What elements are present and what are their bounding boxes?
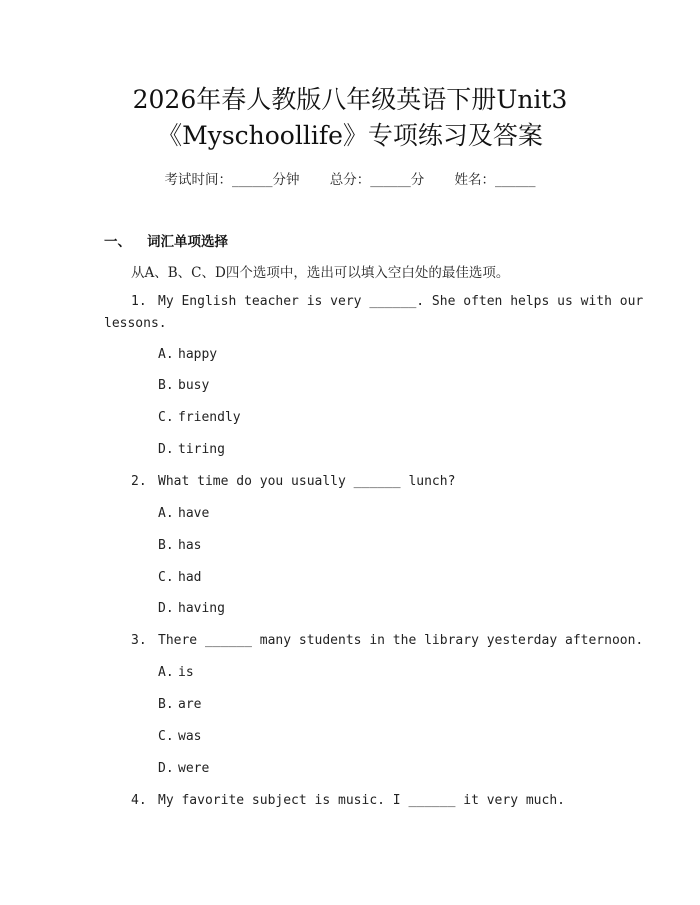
exam-score-unit: 分 xyxy=(410,172,425,188)
option-letter: C. xyxy=(158,410,174,425)
exam-score-blank: ______ xyxy=(370,172,411,188)
option-letter: D. xyxy=(158,761,174,776)
question-text: My favorite subject is music. I ______ it very much. xyxy=(158,793,565,808)
option-text: has xyxy=(178,538,202,553)
question-1-option-a xyxy=(158,347,217,362)
option-letter: A. xyxy=(158,506,174,521)
option-text: is xyxy=(178,665,194,680)
question-3 xyxy=(131,633,643,648)
option-letter: B. xyxy=(158,538,174,553)
section-number: 一、 xyxy=(104,234,131,250)
option-letter: A. xyxy=(158,347,174,362)
question-text: My English teacher is very ______. She often helps us with our xyxy=(158,294,644,309)
document-title-line-2: 《Myschoollife》专项练习及答案 xyxy=(157,121,543,150)
exam-time xyxy=(164,172,299,188)
option-text: was xyxy=(178,729,202,744)
section-title: 词汇单项选择 xyxy=(147,234,228,250)
question-3-option-d xyxy=(158,761,209,776)
question-3-option-b xyxy=(158,697,201,712)
question-number: 1. xyxy=(131,294,147,309)
question-text: What time do you usually ______ lunch? xyxy=(158,474,456,489)
question-1-continuation: lessons. xyxy=(104,316,167,331)
exam-score xyxy=(330,172,425,188)
section-heading xyxy=(104,230,228,250)
option-text: tiring xyxy=(178,442,225,457)
question-1-option-d xyxy=(158,442,225,457)
option-text: were xyxy=(178,761,210,776)
document-title-line-1: 2026年春人教版八年级英语下册Unit3 xyxy=(132,85,568,114)
option-letter: A. xyxy=(158,665,174,680)
exam-time-unit: 分钟 xyxy=(272,172,300,188)
option-letter: B. xyxy=(158,378,174,393)
exam-score-label: 总分： xyxy=(329,172,371,188)
question-2-option-a xyxy=(158,506,209,521)
exam-info xyxy=(0,168,700,188)
option-letter: C. xyxy=(158,729,174,744)
option-text: are xyxy=(178,697,202,712)
question-number: 4. xyxy=(131,793,147,808)
option-text: happy xyxy=(178,347,218,362)
question-1-option-c xyxy=(158,410,241,425)
question-number: 3. xyxy=(131,633,147,648)
question-2-option-d xyxy=(158,601,225,616)
question-text: There ______ many students in the library yesterday afternoon. xyxy=(158,633,644,648)
question-4 xyxy=(131,793,565,808)
question-1 xyxy=(131,294,643,309)
exam-time-label: 考试时间： xyxy=(164,172,232,188)
option-letter: C. xyxy=(158,570,174,585)
option-letter: D. xyxy=(158,442,174,457)
option-text: have xyxy=(178,506,210,521)
question-number: 2. xyxy=(131,474,147,489)
option-text: busy xyxy=(178,378,210,393)
option-text: friendly xyxy=(178,410,241,425)
exam-time-blank: ______ xyxy=(231,172,273,188)
exam-name-blank: ______ xyxy=(495,172,536,188)
question-3-option-c xyxy=(158,729,201,744)
option-letter: D. xyxy=(158,601,174,616)
question-1-option-b xyxy=(158,378,209,393)
exam-name xyxy=(455,172,536,188)
question-2-option-b xyxy=(158,538,201,553)
option-text: had xyxy=(178,570,202,585)
option-letter: B. xyxy=(158,697,174,712)
question-2-option-c xyxy=(158,570,201,585)
exam-name-label: 姓名： xyxy=(454,172,496,188)
option-text: having xyxy=(178,601,225,616)
question-2 xyxy=(131,474,455,489)
question-3-option-a xyxy=(158,665,194,680)
section-instruction: 从A、B、C、D四个选项中，选出可以填入空白处的最佳选项。 xyxy=(131,265,510,281)
